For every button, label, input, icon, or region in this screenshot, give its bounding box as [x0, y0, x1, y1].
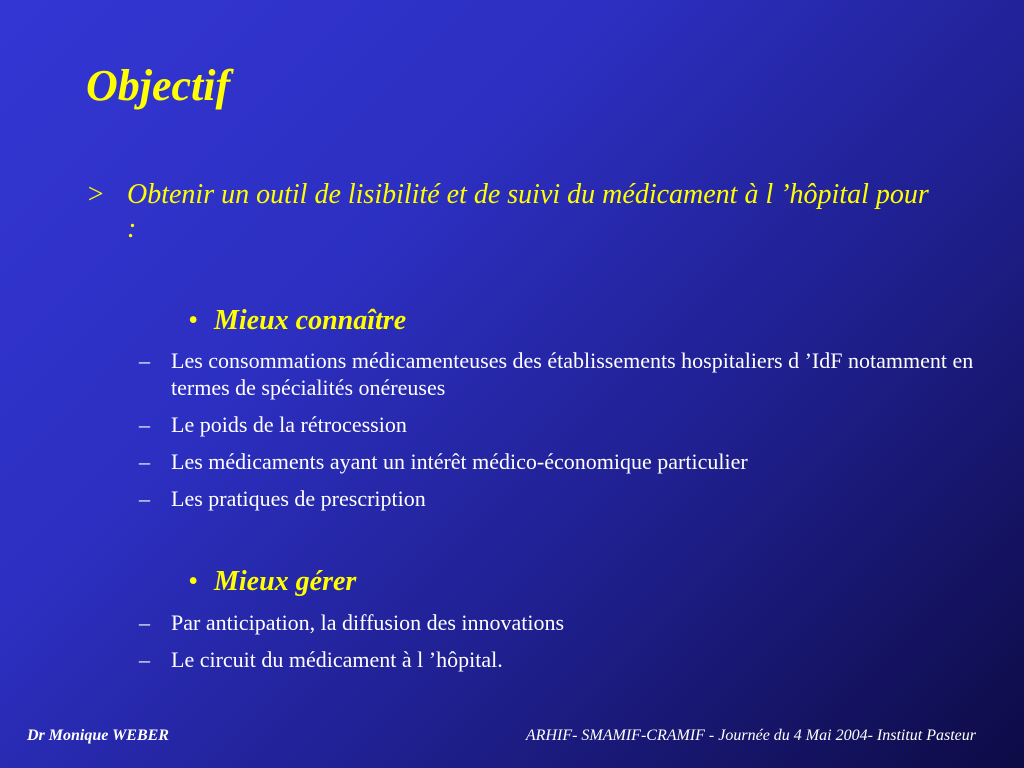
section-bullet: •: [188, 305, 198, 336]
section-heading-mieux-connaitre: [188, 304, 406, 338]
list-item-text: Les médicaments ayant un intérêt médico-économique particulier: [171, 449, 748, 474]
list-item-text: Le poids de la rétrocession: [171, 412, 407, 437]
intro-bullet: [86, 178, 936, 246]
item-dash: –: [139, 610, 150, 635]
list-item-text: Les consommations médicamenteuses des établissements hospitaliers d ’IdF notamment en termes de spécialités onéreuses: [171, 348, 974, 400]
intro-marker: >: [86, 179, 105, 210]
section-heading-text: Mieux gérer: [214, 566, 357, 597]
list-item-text: Le circuit du médicament à l ’hôpital.: [171, 647, 503, 672]
footer-author: Dr Monique WEBER: [27, 727, 169, 744]
intro-text: Obtenir un outil de lisibilité et de suivi du médicament à l ’hôpital pour :: [127, 179, 929, 244]
list-item: [139, 609, 979, 636]
list-item: [139, 411, 979, 438]
list-item: [139, 448, 979, 475]
item-dash: –: [139, 412, 150, 437]
list-item: [139, 646, 979, 673]
section-bullet: •: [188, 566, 198, 597]
item-dash: –: [139, 348, 150, 373]
item-dash: –: [139, 449, 150, 474]
list-item-text: Par anticipation, la diffusion des innovations: [171, 610, 565, 635]
item-dash: –: [139, 486, 150, 511]
section-heading-text: Mieux connaître: [214, 305, 407, 336]
item-dash: –: [139, 647, 150, 672]
footer-event: ARHIF- SMAMIF-CRAMIF - Journée du 4 Mai 2004- Institut Pasteur: [525, 727, 976, 744]
slide-title: Objectif: [86, 61, 231, 110]
section-heading-mieux-gerer: [188, 565, 356, 599]
list-item-text: Les pratiques de prescription: [171, 486, 426, 511]
list-item: [139, 485, 979, 512]
list-item: [139, 347, 979, 401]
list-mieux-connaitre: [139, 347, 979, 522]
list-mieux-gerer: [139, 609, 979, 683]
